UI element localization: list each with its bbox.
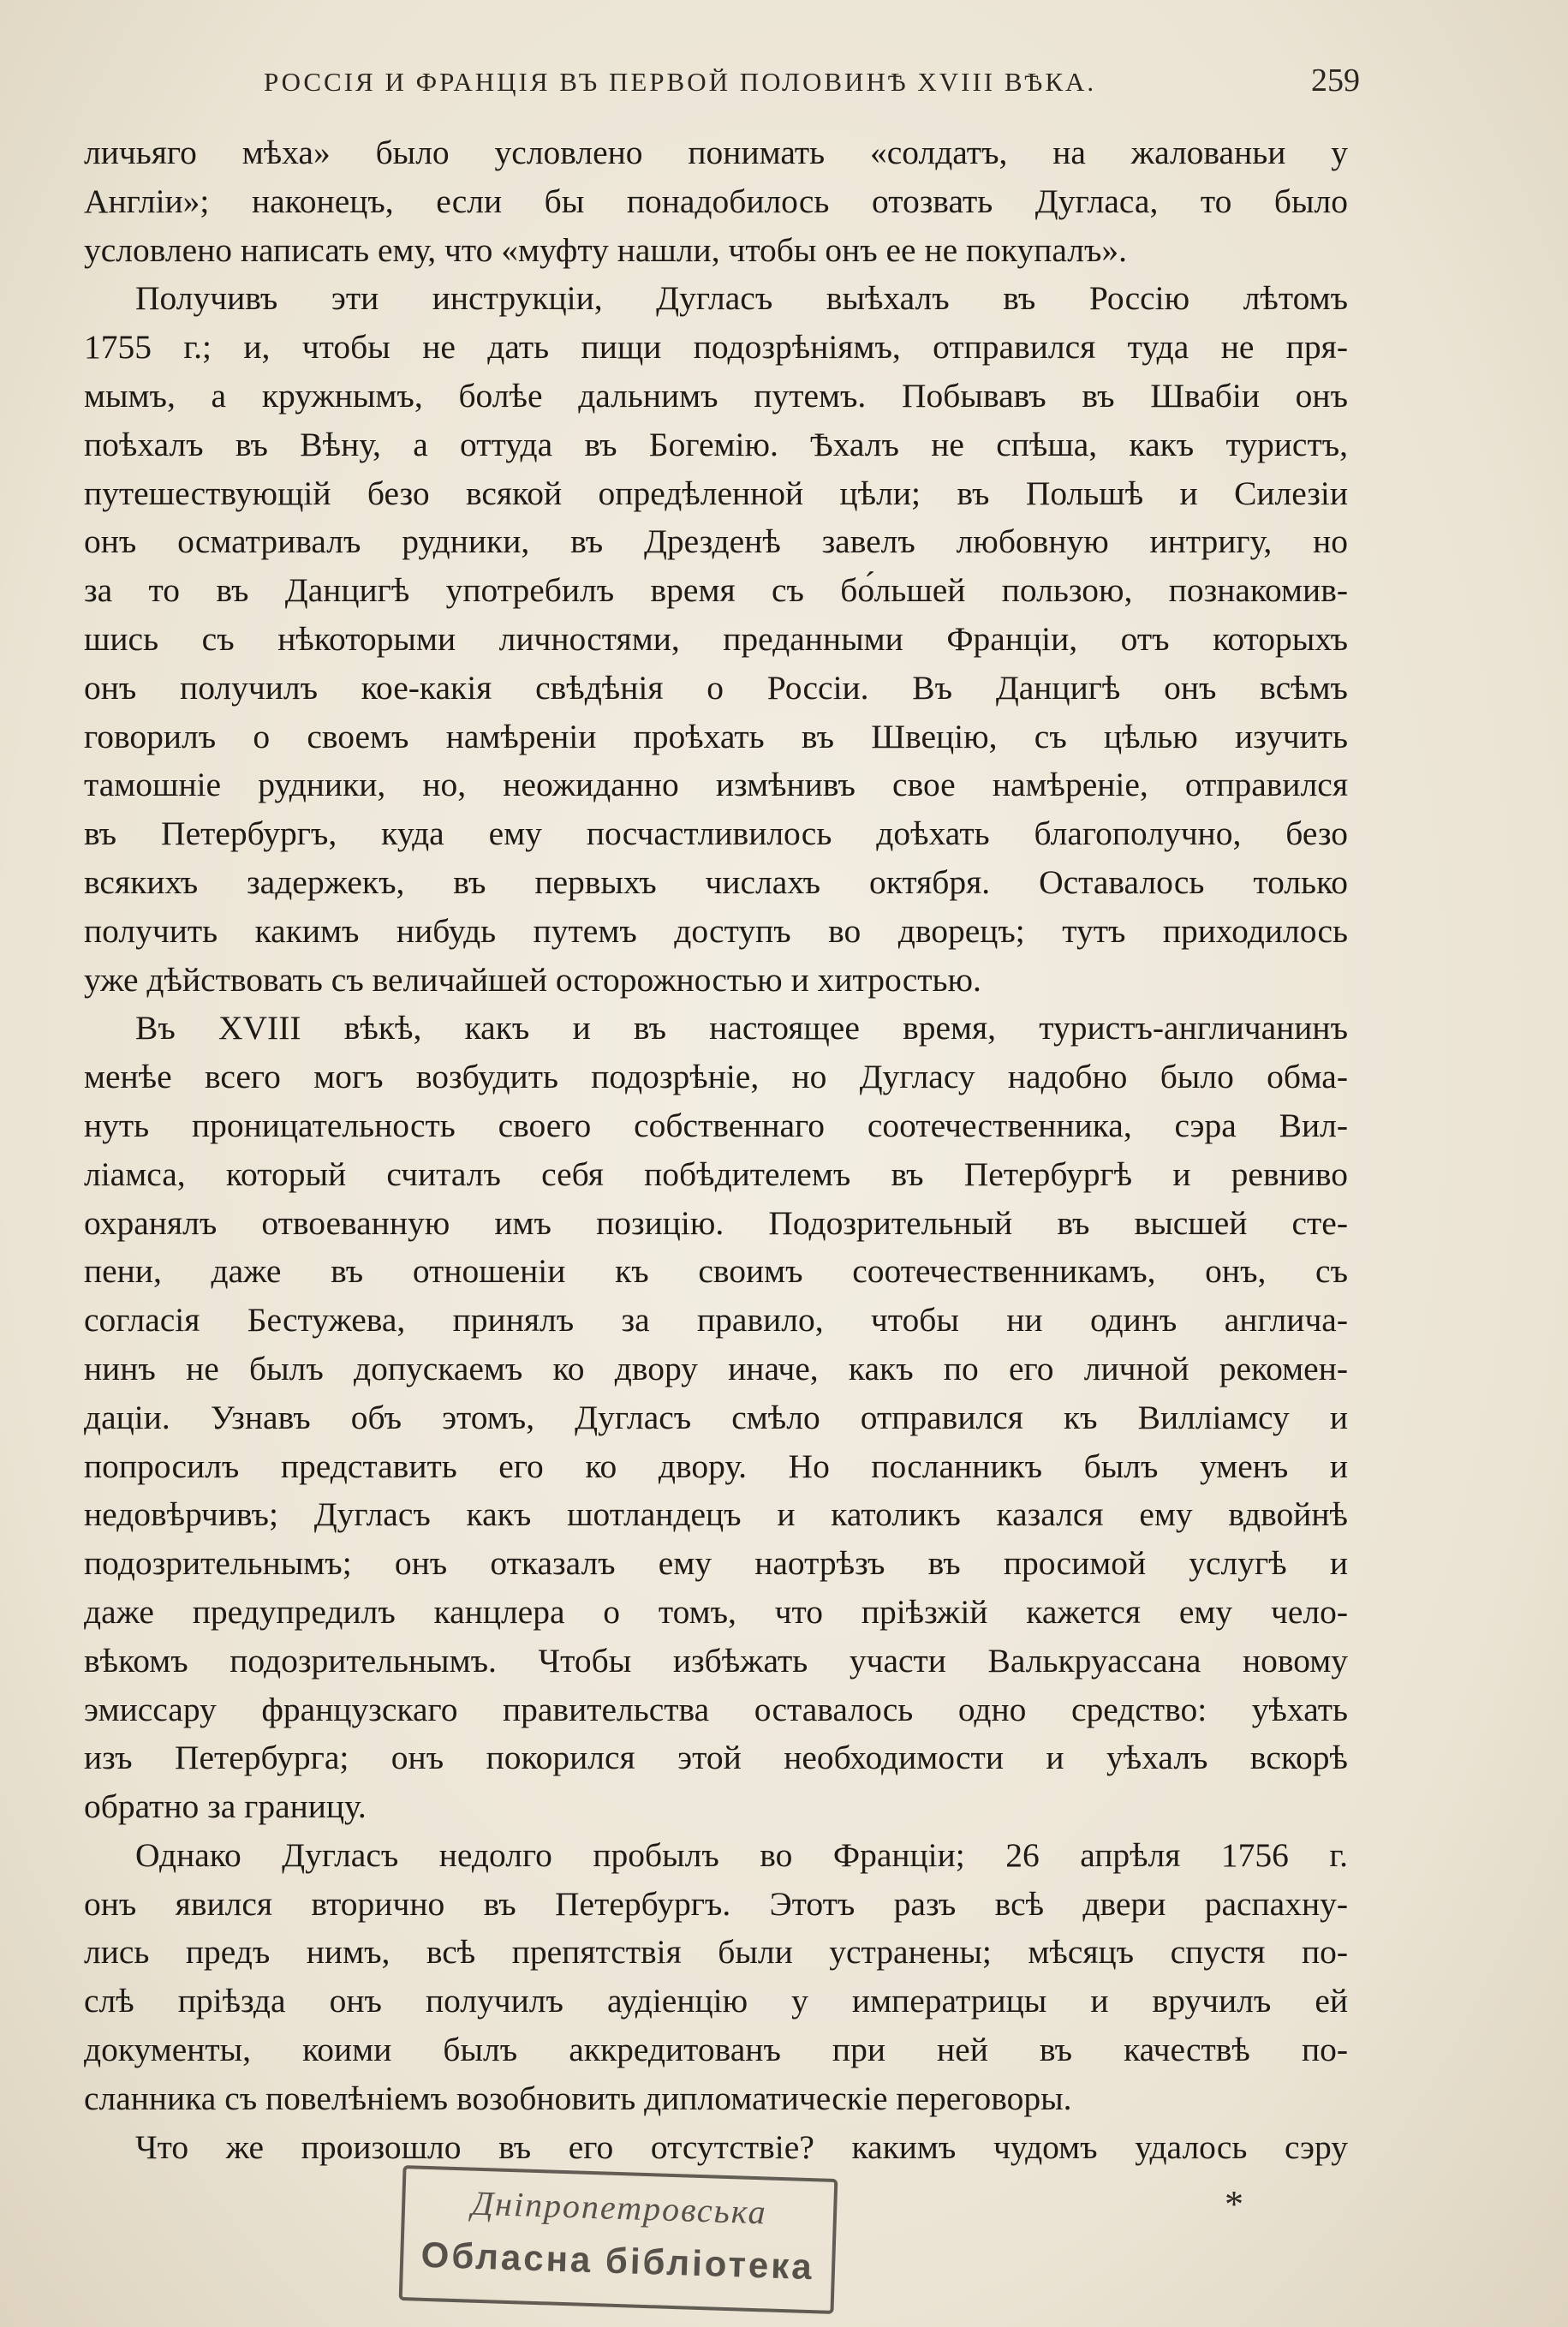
- text-line: охранялъ отвоеванную имъ позицію. Подозрительный въ высшей сте-: [84, 1203, 1348, 1242]
- text-line: пени, даже въ отношеніи къ своимъ соотечественникамъ, онъ, съ: [84, 1252, 1348, 1291]
- text-line: онъ явился вторично въ Петербургъ. Этотъ разъ всѣ двери распахну-: [84, 1884, 1348, 1923]
- page-header: [264, 62, 1360, 99]
- text-line: онъ осматривалъ рудники, въ Дрезденѣ завелъ любовную интригу, но: [84, 522, 1348, 561]
- text-line: лись предъ нимъ, всѣ препятствія были устранены; мѣсяцъ спустя по-: [84, 1933, 1348, 1972]
- text-line: подозрительнымъ; онъ отказалъ ему наотрѣзъ въ просимой услугѣ и: [84, 1544, 1348, 1583]
- text-line: менѣе всего могъ возбудить подозрѣніе, но Дугласу надобно было обма-: [84, 1058, 1348, 1096]
- text-line: 1755 г.; и, чтобы не дать пищи подозрѣніямъ, отправился туда не пря-: [84, 328, 1348, 367]
- text-line: тамошніе рудники, но, неожиданно измѣнивъ свое намѣреніе, отправился: [84, 766, 1348, 804]
- text-line: вѣкомъ подозрительнымъ. Чтобы избѣжать участи Валькруассана новому: [84, 1641, 1348, 1680]
- text-line: уже дѣйствовать съ величайшей осторожностью и хитростью.: [84, 960, 981, 999]
- running-title: РОССІЯ И ФРАНЦІЯ ВЪ ПЕРВОЙ ПОЛОВИНѢ XVIII ВѢКА.: [264, 67, 1097, 97]
- text-line: Англіи»; наконецъ, если бы понадобилось отозвать Дугласа, то было: [84, 182, 1348, 220]
- text-line: за то въ Данцигѣ употребилъ время съ бо́льшей пользою, познакомив-: [84, 571, 1348, 610]
- text-line: говорилъ о своемъ намѣреніи проѣхать въ Швецію, съ цѣлью изучить: [84, 717, 1348, 755]
- text-line: путешествующій безо всякой опредѣленной цѣли; въ Польшѣ и Силезіи: [84, 474, 1348, 512]
- stamp-line-1: Днiпропетровська: [471, 2183, 768, 2232]
- text-line: даціи. Узнавъ объ этомъ, Дугласъ смѣло отправился къ Вилліамсу и: [84, 1398, 1348, 1436]
- text-line: Въ XVIII вѣкѣ, какъ и въ настоящее время, туристъ-англичанинъ: [135, 1009, 1348, 1047]
- text-line: условлено написать ему, что «муфту нашли, чтобы онъ ее не покупалъ».: [84, 230, 1128, 269]
- text-line: изъ Петербурга; онъ покорился этой необходимости и уѣхалъ вскорѣ: [84, 1739, 1348, 1777]
- text-line: личьяго мѣха» было условлено понимать «солдатъ, на жалованьи у: [84, 134, 1348, 171]
- text-line: обратно за границу.: [84, 1787, 367, 1826]
- text-line: сланника съ повелѣніемъ возобновить дипломатическіе переговоры.: [84, 2079, 1072, 2117]
- text-line: слѣ пріѣзда онъ получилъ аудіенцію у императрицы и вручилъ ей: [84, 1982, 1348, 2020]
- library-stamp: [399, 2165, 838, 2314]
- signature-mark: *: [1225, 2183, 1243, 2225]
- text-line: въ Петербургъ, куда ему посчастливилось доѣхать благополучно, безо: [84, 814, 1348, 853]
- text-line: нуть проницательность своего собственнаго соотечественника, сэра Вил-: [84, 1106, 1348, 1144]
- text-line: мымъ, а кружнымъ, болѣе дальнимъ путемъ. Побывавъ въ Швабіи онъ: [84, 376, 1348, 415]
- text-line: нинъ не былъ допускаемъ ко двору иначе, какъ по его личной рекомен-: [84, 1349, 1348, 1387]
- text-line: Получивъ эти инструкціи, Дугласъ выѣхалъ въ Россію лѣтомъ: [135, 279, 1348, 318]
- page-number: 259: [1311, 63, 1360, 98]
- page-body: [84, 128, 1348, 2171]
- text-line: согласія Бестужева, принялъ за правило, чтобы ни одинъ англича-: [84, 1301, 1348, 1340]
- text-line: попросилъ представить его ко двору. Но посланникъ былъ уменъ и: [84, 1447, 1348, 1485]
- text-line: недовѣрчивъ; Дугласъ какъ шотландецъ и католикъ казался ему вдвойнѣ: [84, 1495, 1348, 1534]
- text-line: эмиссару французскаго правительства оставалось одно средство: уѣхать: [84, 1690, 1348, 1728]
- text-line: получить какимъ нибудь путемъ доступъ во дворецъ; тутъ приходилось: [84, 911, 1348, 950]
- stamp-line-2: Обласна бiблiотека: [420, 2234, 815, 2288]
- text-line: Однако Дугласъ недолго пробылъ во Франціи; 26 апрѣля 1756 г.: [135, 1835, 1348, 1874]
- text-line: шись съ нѣкоторыми личностями, преданными Франціи, отъ которыхъ: [84, 619, 1348, 658]
- text-line: онъ получилъ кое-какія свѣдѣнія о Россіи. Въ Данцигѣ онъ всѣмъ: [84, 668, 1348, 707]
- text-line: всякихъ задержекъ, въ первыхъ числахъ октября. Оставалось только: [84, 862, 1348, 901]
- text-line: ліамса, который считалъ себя побѣдителемъ въ Петербургѣ и ревниво: [84, 1155, 1348, 1193]
- text-line: документы, коими былъ аккредитованъ при ней въ качествѣ по-: [84, 2031, 1348, 2069]
- text-line: Что же произошло въ его отсутствіе? какимъ чудомъ удалось сэру: [135, 2127, 1348, 2166]
- text-line: поѣхалъ въ Вѣну, а оттуда въ Богемію. Ѣхалъ не спѣша, какъ туристъ,: [84, 425, 1348, 463]
- text-line: даже предупредилъ канцлера о томъ, что пріѣзжій кажется ему чело-: [84, 1592, 1348, 1631]
